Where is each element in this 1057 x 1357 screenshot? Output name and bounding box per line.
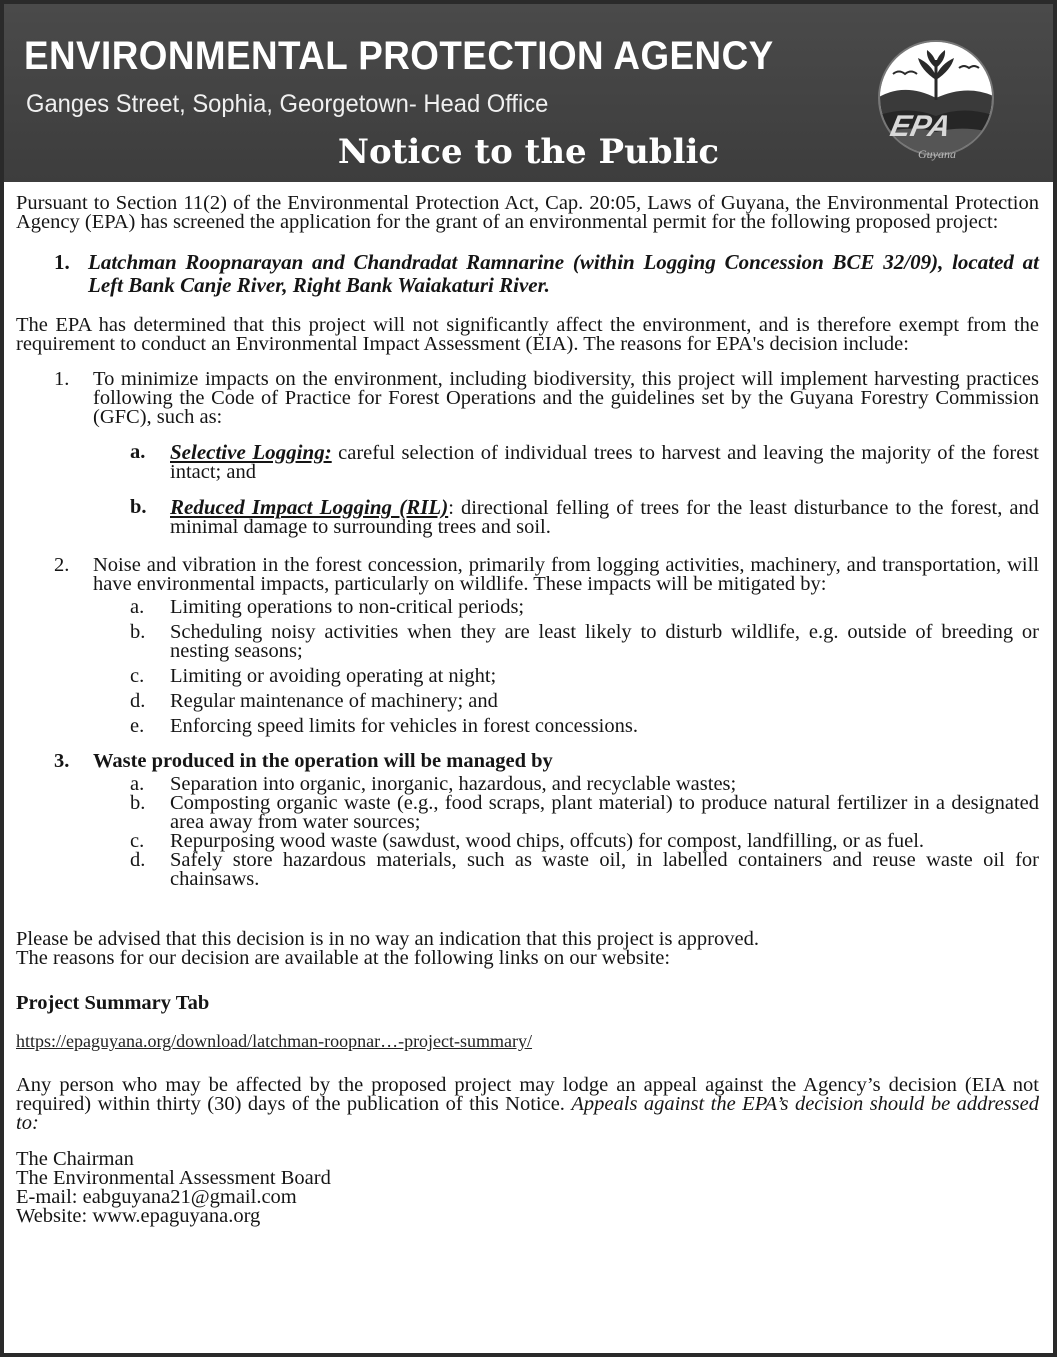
project-number: 1. — [54, 250, 70, 274]
reason-text: Noise and vibration in the forest concession, primarily from logging activities, machinery, and transportation, will have environmental impacts, particularly on wildlife. These impacts will be mitigated by: — [93, 554, 1039, 595]
contact-website[interactable]: Website: www.epaguyana.org — [16, 1205, 261, 1227]
notice-title: Notice to the Public — [337, 132, 720, 172]
determination-paragraph: The EPA has determined that this project will not significantly affect the environment, and is therefore exempt from the requirement to conduct an Environmental Impact Assessment (EIA). The reasons for EPA's decision include: — [16, 314, 1039, 355]
contact-title: The Chairman — [16, 1148, 134, 1170]
reason-text: Waste produced in the operation will be managed by — [93, 750, 553, 772]
list-item — [16, 598, 1039, 617]
sub-text: Safely store hazardous materials, such as waste oil, in labelled containers and reuse waste oil for chainsaws. — [170, 849, 1039, 890]
list-item — [16, 851, 1039, 889]
advise-line-2: The reasons for our decision are available at the following links on our website: — [16, 947, 671, 969]
appeal-italic: Appeals against the EPA’s decision should be addressed to: — [16, 1093, 1039, 1134]
sub-text: Composting organic waste (e.g., food scraps, plant material) to produce natural fertilizer in a designated area away from water sources; — [170, 792, 1039, 833]
contact-email[interactable]: E-mail: eabguyana21@gmail.com — [16, 1186, 297, 1208]
notice-body — [4, 182, 1053, 1353]
contact-block — [16, 1150, 1039, 1226]
appeal-paragraph — [16, 1076, 1039, 1133]
sub-number: d. — [130, 849, 146, 871]
list-item — [16, 623, 1039, 661]
appeal-text: Any person who may be affected by the proposed project may lodge an appeal against the Agency’s decision (EIA not required) within thirty (30) days of the publication of this Notice. — [16, 1074, 1039, 1115]
header — [4, 4, 1053, 182]
advise-paragraph — [16, 930, 1039, 968]
ril-text: : directional felling of trees for the least disturbance to the forest, and minimal damage to surrounding trees and soil. — [170, 497, 1039, 538]
advise-line-1: Please be advised that this decision is in no way an indication that this project is approved. — [16, 928, 759, 950]
sub-number: b. — [130, 792, 146, 814]
sub-text: Limiting operations to non-critical periods; — [170, 596, 525, 618]
logo-text: EPA — [887, 110, 954, 143]
reason-1 — [16, 370, 1039, 537]
reason-text: To minimize impacts on the environment, including biodiversity, this project will implement harvesting practices following the Code of Practice for Forest Operations and the guidelines set by the Guyana Forestry Commission (GFC), such as: — [93, 368, 1039, 428]
sub-number: a. — [130, 441, 146, 463]
project-summary-link[interactable]: https://epaguyana.org/download/latchman-roopnar…-project-summary/ — [16, 1031, 533, 1051]
reason-number: 1. — [54, 368, 70, 390]
selective-logging-term: Selective Logging: — [170, 440, 332, 464]
sub-number: a. — [130, 596, 145, 618]
sub-text: Repurposing wood waste (sawdust, wood chips, offcuts) for compost, landfilling, or as fuel. — [170, 830, 925, 852]
reason-number: 2. — [54, 554, 70, 576]
selective-logging-text: careful selection of individual trees to harvest and leaving the majority of the forest intact; and — [170, 442, 1040, 483]
sub-number: c. — [130, 665, 145, 687]
reason-number: 3. — [54, 750, 70, 772]
contact-board: The Environmental Assessment Board — [16, 1167, 331, 1189]
sub-number: c. — [130, 830, 145, 852]
reason-1a — [16, 440, 1040, 483]
reason-1b — [16, 495, 1039, 538]
sub-number: b. — [130, 621, 146, 643]
sub-text: Regular maintenance of machinery; and — [170, 690, 498, 712]
sub-text: Limiting or avoiding operating at night; — [170, 665, 497, 687]
ril-term: Reduced Impact Logging (RIL) — [170, 495, 449, 519]
logo-subtext: Guyana — [918, 147, 956, 161]
epa-logo-icon — [871, 40, 1001, 170]
reason-2 — [16, 556, 1039, 736]
list-item — [16, 667, 1039, 686]
sub-number: a. — [130, 773, 145, 795]
sub-number: e. — [130, 715, 145, 737]
waste-management-list — [16, 775, 1039, 889]
intro-paragraph: Pursuant to Section 11(2) of the Environmental Protection Act, Cap. 20:05, Laws of Guyana, the Environmental Protection Agency (EPA) has screened the application for the grant of an environmental permit for the following proposed project: — [16, 192, 1039, 233]
sub-text: Scheduling noisy activities when they are least likely to disturb wildlife, e.g. outside of breeding or nesting seasons; — [170, 621, 1039, 662]
project-text: Latchman Roopnarayan and Chandradat Ramnarine (within Logging Concession BCE 32/09), located at Left Bank Canje River, Right Bank Waiakaturi River. — [88, 250, 1039, 297]
agency-address: Ganges Street, Sophia, Georgetown- Head Office — [26, 90, 549, 118]
list-item — [16, 794, 1039, 832]
sub-text: Separation into organic, inorganic, hazardous, and recyclable wastes; — [170, 773, 737, 795]
project-summary-heading: Project Summary Tab — [16, 992, 210, 1014]
sub-number: d. — [130, 690, 146, 712]
project-item — [54, 251, 1039, 297]
agency-name: ENVIRONMENTAL PROTECTION AGENCY — [24, 34, 774, 78]
list-item — [16, 717, 1039, 736]
noise-mitigation-list — [16, 598, 1039, 736]
sub-number: b. — [130, 496, 147, 518]
list-item — [16, 692, 1039, 711]
sub-text: Enforcing speed limits for vehicles in forest concessions. — [170, 715, 638, 737]
reason-3 — [16, 752, 1039, 889]
